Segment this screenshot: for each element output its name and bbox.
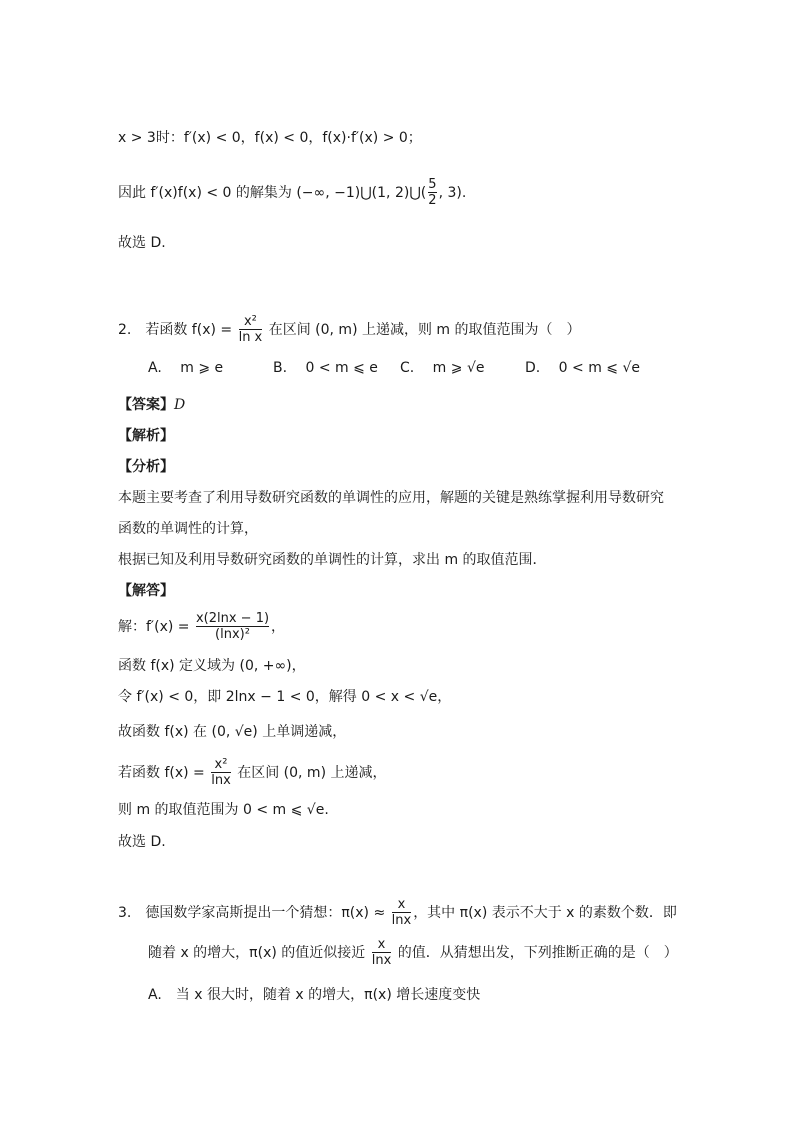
numerator: x bbox=[377, 937, 386, 952]
text-segment: 的值．从猜想出发，下列推断正确的是（ ） bbox=[393, 945, 678, 961]
solution-line: 故函数 f(x) 在 (0, √e) 上单调递减， bbox=[118, 724, 347, 740]
denominator: lnx bbox=[371, 953, 392, 968]
solution-line: 函数 f(x) 定义域为 (0, +∞)， bbox=[118, 658, 306, 674]
fraction bbox=[239, 315, 263, 345]
fenxi-text: 本题主要考查了利用导数研究函数的单调性的应用，解题的关键是熟练掌握利用导数研究 bbox=[118, 490, 664, 506]
answer-value: D bbox=[174, 397, 186, 413]
denominator: 2 bbox=[428, 193, 437, 208]
denominator: lnx bbox=[391, 913, 412, 928]
numerator: x(2lnx − 1) bbox=[195, 611, 270, 626]
text-segment: 解：f′(x) = bbox=[118, 619, 194, 635]
option-b[interactable]: B. 0 < m ⩽ e bbox=[273, 360, 378, 376]
numerator: x² bbox=[214, 757, 228, 772]
text-segment: 随着 x 的增大，π(x) 的值近似接近 bbox=[148, 945, 370, 961]
solution-fraction-line bbox=[118, 758, 387, 788]
solution-line: 故选 D. bbox=[118, 834, 166, 850]
fenxi-text: 函数的单调性的计算， bbox=[118, 521, 258, 537]
numerator: x² bbox=[243, 314, 257, 329]
answer-line bbox=[118, 395, 185, 415]
question-2-options bbox=[148, 358, 640, 378]
denominator: ln x bbox=[238, 330, 263, 345]
answer-label: 【答案】 bbox=[118, 397, 174, 413]
option-a[interactable]: A. 当 x 很大时，随着 x 的增大，π(x) 增长速度变快 bbox=[148, 987, 481, 1003]
text-line: x > 3时：f′(x) < 0，f(x) < 0，f(x)·f′(x) > 0； bbox=[118, 130, 422, 146]
jieda-label: 【解答】 bbox=[118, 583, 174, 599]
solution-line: 令 f′(x) < 0，即 2lnx − 1 < 0，解得 0 < x < √e， bbox=[118, 689, 452, 705]
text-segment: 若函数 f(x) = bbox=[118, 765, 210, 781]
denominator: (lnx)² bbox=[196, 626, 269, 642]
fraction bbox=[196, 612, 269, 642]
text-segment: 在区间 (0, m) 上递减， bbox=[232, 765, 387, 781]
option-c[interactable]: C. m ⩾ √e bbox=[400, 360, 485, 376]
text-segment: ， bbox=[271, 619, 286, 635]
numerator: x bbox=[397, 897, 406, 912]
question-2-stem bbox=[118, 315, 581, 345]
text-segment: ，其中 π(x) 表示不大于 x 的素数个数．即 bbox=[413, 905, 677, 921]
numerator: 5 bbox=[428, 177, 437, 192]
text-segment: 2. 若函数 f(x) = bbox=[118, 322, 237, 338]
analysis-label: 【解析】 bbox=[118, 428, 174, 444]
option-d[interactable]: D. 0 < m ⩽ √e bbox=[525, 360, 641, 376]
solution-set-line bbox=[118, 178, 466, 208]
fraction bbox=[428, 178, 436, 208]
text-segment: 在区间 (0, m) 上递减，则 m 的取值范围为（ ） bbox=[264, 322, 581, 338]
solution-derivative bbox=[118, 612, 285, 642]
fraction bbox=[372, 938, 392, 968]
question-3-stem bbox=[118, 898, 677, 928]
text-segment: 3. 德国数学家高斯提出一个猜想：π(x) ≈ bbox=[118, 905, 390, 921]
text-line: 故选 D. bbox=[118, 235, 166, 251]
solution-line: 则 m 的取值范围为 0 < m ⩽ √e. bbox=[118, 802, 329, 818]
text-segment: 因此 f′(x)f(x) < 0 的解集为 (−∞, −1)⋃(1, 2)⋃( bbox=[118, 185, 427, 201]
text-segment: , 3). bbox=[438, 185, 467, 201]
question-3-stem-cont bbox=[148, 938, 678, 968]
fenxi-label: 【分析】 bbox=[118, 459, 174, 475]
fraction bbox=[392, 898, 412, 928]
fraction bbox=[211, 758, 231, 788]
denominator: lnx bbox=[211, 773, 231, 788]
fenxi-text: 根据已知及利用导数研究函数的单调性的计算，求出 m 的取值范围． bbox=[118, 552, 547, 568]
option-a[interactable]: A. m ⩾ e bbox=[148, 360, 224, 376]
